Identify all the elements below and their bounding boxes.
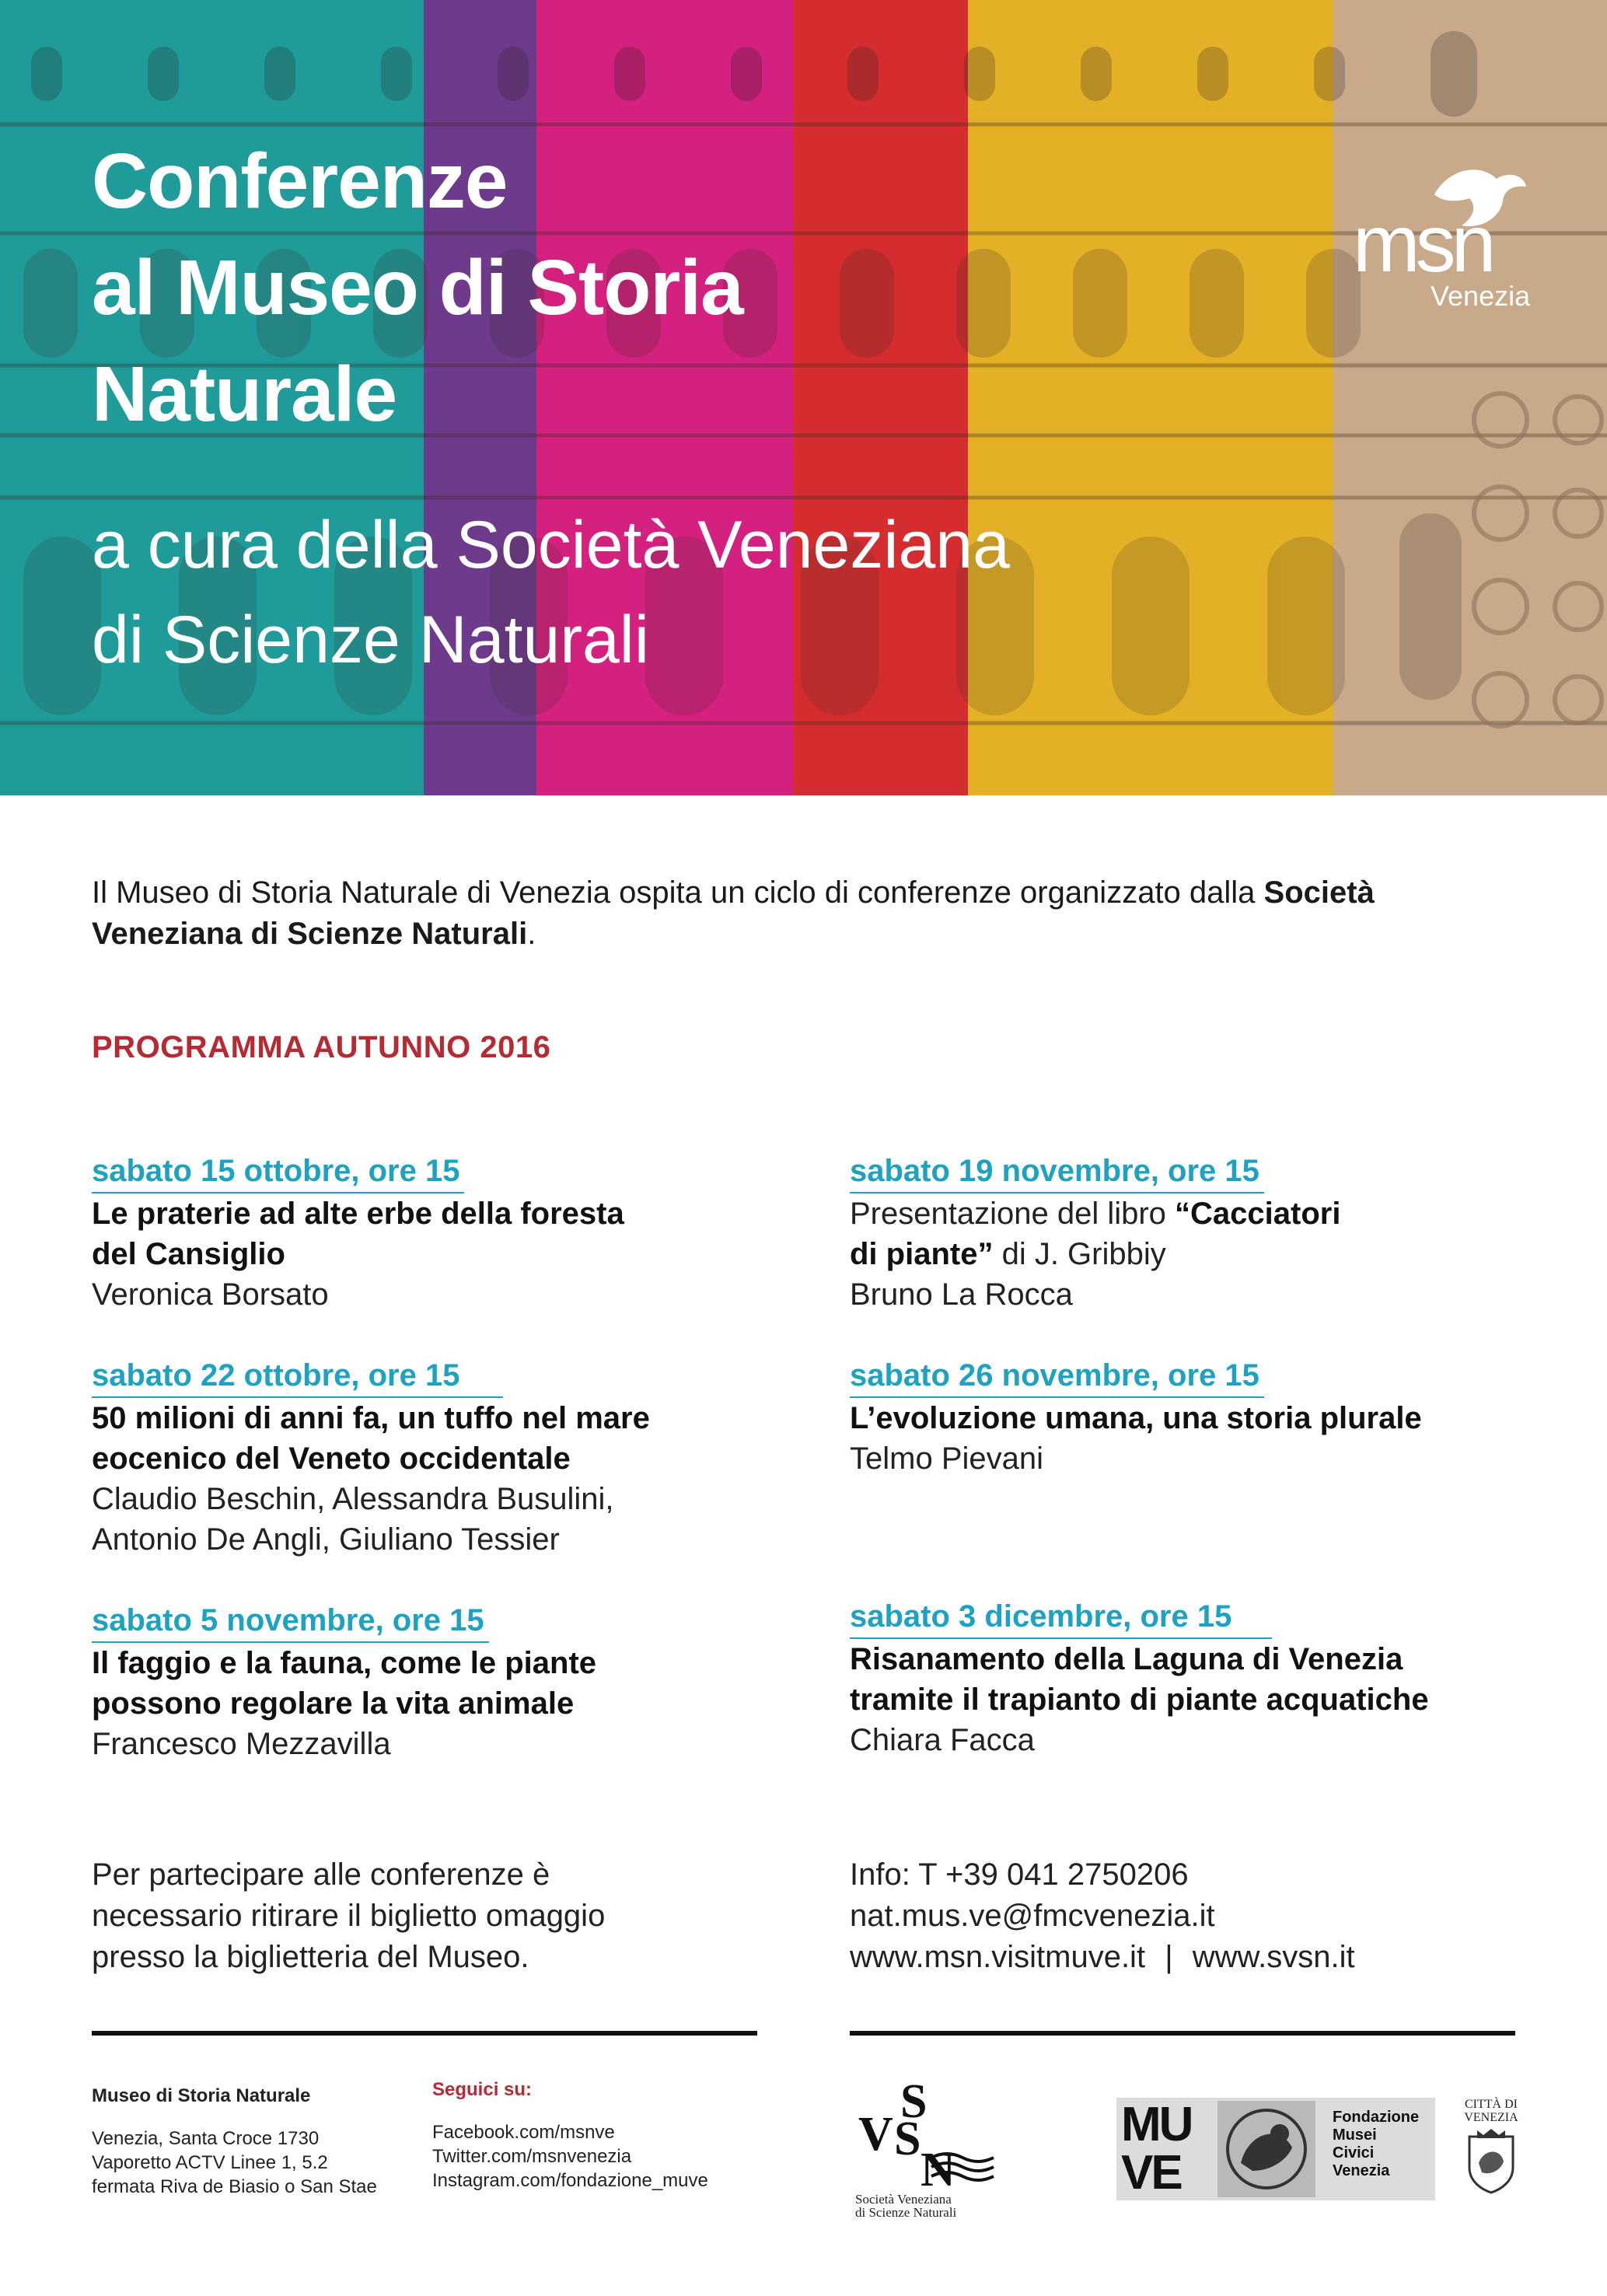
muve-foundation-name: Fondazione Musei Civici Venezia [1333,2109,1420,2179]
muve-letters-top: MU [1121,2098,1192,2151]
intro-society-name: Società Veneziana di Scienze Naturali [92,875,1375,951]
divider-right [850,2031,1515,2036]
info-phone: Info: T +39 041 2750206 [850,1857,1189,1892]
event-title [850,1193,1534,1274]
msn-logo [1353,163,1539,319]
city-seal-icon [1460,2124,1522,2194]
event-speaker: Claudio Beschin, Alessandra Busulini, Antonio De Angli, Giuliano Tessier [92,1482,614,1557]
event-title-suffix: di J. Gribbiy [993,1237,1166,1271]
muve-logo [1116,2098,1435,2200]
intro-paragraph [92,872,1507,955]
event-15-ottobre [92,1151,776,1315]
event-title: Risanamento della Laguna di Venezia tramite il trapianto di piante acquatiche [850,1642,1429,1717]
event-speaker: Telmo Pievani [850,1442,1044,1476]
social-block [432,2078,708,2193]
event-5-novembre [92,1600,776,1764]
svsn-logo [854,2072,1001,2224]
event-title: Le praterie ad alte erbe della foresta del Cansiglio [92,1197,624,1271]
address-line: Vaporetto ACTV Linee 1, 5.2 [92,2152,328,2173]
event-title-prefix: Presentazione del libro [850,1197,1176,1231]
lion-of-saint-mark-icon [1217,2101,1315,2197]
event-speaker: Veronica Borsato [92,1277,329,1312]
svg-text:N: N [921,2144,955,2189]
page-title: Conferenze al Museo di Storia Naturale [92,138,743,438]
address-line: fermata Riva de Biasio o San Stae [92,2176,377,2197]
intro-text: Il Museo di Storia Naturale di Venezia ospita un ciclo di conferenze organizzato dalla [92,875,1264,910]
event-date: sabato 3 dicembre, ore 15 [850,1596,1272,1639]
address-line: Venezia, Santa Croce 1730 [92,2128,320,2149]
ticket-note: Per partecipare alle conferenze è necessario ritirare il biglietto omaggio presso la biglietteria del Museo. [92,1857,606,1974]
event-26-novembre [850,1355,1534,1479]
event-19-novembre [850,1151,1534,1315]
event-title: 50 milioni di anni fa, un tuffo nel mare eocenico del Veneto occidentale [92,1401,650,1476]
event-date: sabato 15 ottobre, ore 15 [92,1151,464,1193]
event-3-dicembre [850,1596,1565,1760]
contact-info [850,1854,1549,1978]
museum-name: Museo di Storia Naturale [92,2085,311,2106]
info-separator: | [1165,1940,1173,1974]
event-date: sabato 19 novembre, ore 15 [850,1151,1264,1193]
social-facebook-link[interactable]: Facebook.com/msnve [432,2122,615,2143]
event-speaker: Bruno La Rocca [850,1277,1073,1312]
svsn-mark-icon [854,2072,1001,2189]
muve-letters-bottom: VE [1121,2146,1181,2200]
follow-label: Seguici su: [432,2079,533,2100]
citta-di-venezia-logo [1460,2098,1522,2199]
event-22-ottobre [92,1355,776,1560]
info-website-svsn[interactable]: www.svsn.it [1192,1940,1355,1974]
info-email-link[interactable]: nat.mus.ve@fmcvenezia.it [850,1899,1215,1933]
programma-heading: PROGRAMMA AUTUNNO 2016 [92,1030,551,1064]
intro-period: . [527,917,536,951]
header-banner [0,0,1607,795]
museum-address-block [92,2084,377,2199]
svg-text:V: V [858,2108,893,2161]
svg-text:S: S [894,2113,921,2165]
event-book-title-2: di piante” [850,1237,994,1271]
citta-label: CITTÀ DI VENEZIA [1464,2098,1518,2124]
event-speaker: Francesco Mezzavilla [92,1727,391,1761]
social-twitter-link[interactable]: Twitter.com/msnvenezia [432,2146,632,2167]
msn-logo-text: msn [1353,199,1492,289]
page-subtitle: a cura della Società Veneziana di Scienze Naturali [92,508,1010,677]
event-date: sabato 26 novembre, ore 15 [850,1355,1264,1398]
divider-left [92,2031,757,2036]
muve-letters [1121,2098,1213,2200]
social-instagram-link[interactable]: Instagram.com/fondazione_muve [432,2170,708,2191]
event-speaker: Chiara Facca [850,1723,1035,1757]
event-title: Il faggio e la fauna, come le piante possono regolare la vita animale [92,1646,597,1721]
svsn-caption: Società Veneziana di Scienze Naturali [855,2192,957,2220]
msn-logo-city: Venezia [1431,280,1531,312]
info-website-msn[interactable]: www.msn.visitmuve.it [850,1940,1146,1974]
event-title: L’evoluzione umana, una storia plurale [850,1401,1422,1435]
event-date: sabato 22 ottobre, ore 15 [92,1355,503,1398]
svg-text:S: S [900,2075,928,2128]
event-date: sabato 5 novembre, ore 15 [92,1600,489,1643]
event-book-title-1: “Cacciatori [1175,1197,1341,1231]
